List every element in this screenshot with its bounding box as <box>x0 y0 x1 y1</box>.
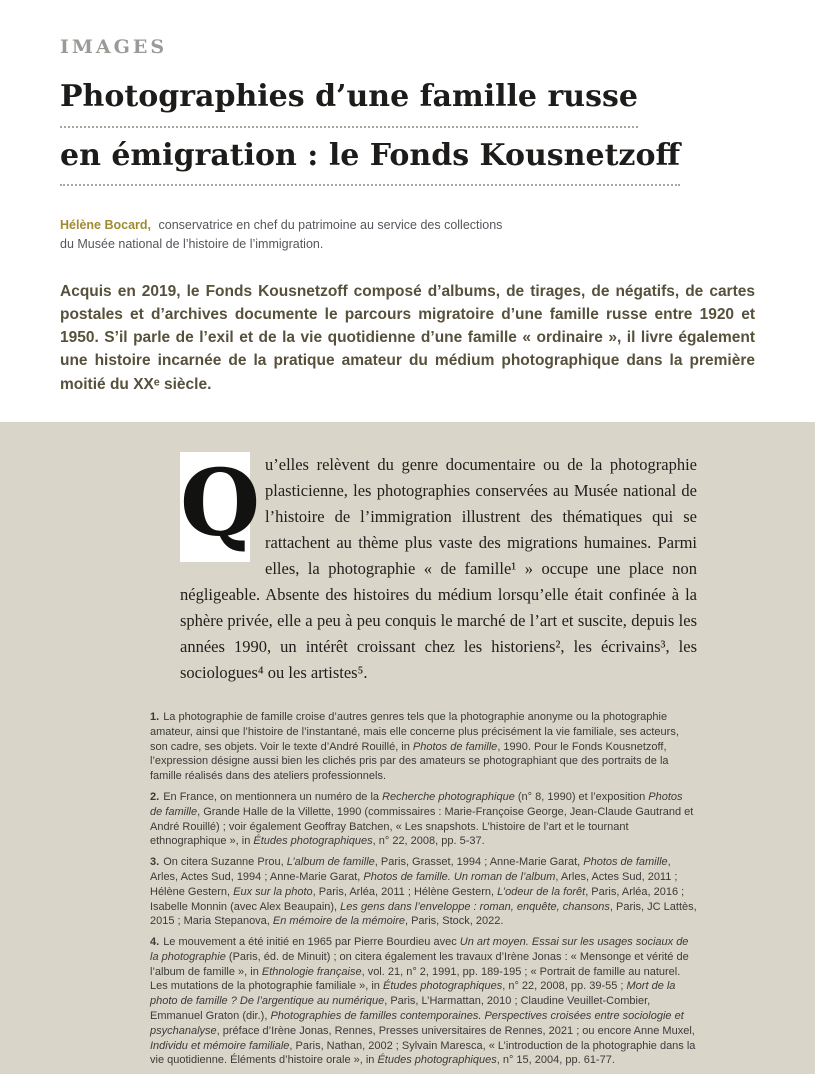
lead-paragraph: Acquis en 2019, le Fonds Kousnetzoff composé d’albums, de tirages, de négatifs, de cartes postales et d’archives documente le parcours migratoire d’une famille russe entre 1920 et 1950. S’il parle de l’exil et de la vie quotidienne d’une famille « ordinaire », il livre également une histoire incarnée de la pratique amateur du médium photographique dans la première moitié du XXᵉ siècle. <box>60 282 755 393</box>
title-line-1: Photographies d’une famille russe <box>60 80 638 128</box>
section-kicker: IMAGES <box>60 36 168 58</box>
opening-paragraph-text: u’elles relèvent du genre documentaire ou de la photographie plasticienne, les photographies conservées au Musée national de l’histoire de l’immigration illustrent des thématiques qui se rattachent au thème plus vaste des migrations humaines. Parmi elles, la photographie « de famille¹ » occupe une place non négligeable. Absente des histoires du médium lorsqu’elle était confinée à la sphère privée, elle a peu à peu conquis le marché de l’art et suscite, depuis les années 1990, un intérêt croissant chez les historiens², les écrivains³, les sociologues⁴ ou les artistes⁵. <box>180 454 697 682</box>
author-block <box>60 216 755 254</box>
dropcap-box <box>180 448 261 580</box>
title-line-2: en émigration : le Fonds Kousnetzoff <box>60 139 680 187</box>
footnote-2-number: 2. <box>150 790 160 803</box>
footnotes <box>150 710 697 1068</box>
footnote-2 <box>150 790 697 849</box>
author-role-line1: conservatrice en chef du patrimoine au service des collections <box>158 218 503 233</box>
article-body-section <box>0 422 815 1074</box>
footnote-1-text: La photographie de famille croise d’autres genres tels que la photographie anonyme ou la photographie amateur, ainsi que l’histoire de l’instantané, mais elle concerne plus précisément la vie familiale, ses acteurs, son cadre, ses objets. Voir le texte d’André Rouillé, in Photos de famille, 1990. Pour le Fonds Kousnetzoff, l’expression désigne aussi bien les clichés pris par des amateurs se photographiant que des portraits de la famille réalisés dans des ateliers professionnels. <box>150 710 679 783</box>
article-title <box>60 80 755 186</box>
footnote-3 <box>150 855 697 929</box>
dropcap-letter: Q <box>180 452 250 562</box>
article-header <box>0 0 815 422</box>
footnote-4-number: 4. <box>150 936 160 949</box>
author-role-line2: du Musée national de l’histoire de l’immigration. <box>60 236 324 251</box>
author-name: Hélène Bocard, <box>60 218 152 233</box>
footnote-1-number: 1. <box>150 710 160 723</box>
footnote-2-text: En France, on mentionnera un numéro de la Recherche photographique (n° 8, 1990) et l’exposition Photos de famille, Grande Halle de la Villette, 1990 (commissaires : Marie-Françoise George, Jean-Claude Gautrand et André Rouillé) ; voir également Geoffray Batchen, « Les snapshots. L’histoire de l’art et le tournant ethnographique », in Études photographiques, n° 22, 2008, pp. 5-37. <box>150 790 694 848</box>
footnote-3-text: On citera Suzanne Prou, L’album de famille, Paris, Grasset, 1994 ; Anne-Marie Garat, Photos de famille, Arles, Actes Sud, 1994 ; Anne-Marie Garat, Photos de famille. Un roman de l’album, Arles, Actes Sud, 2011 ; Hélène Gestern, Eux sur la photo, Paris, Arléa, 2011 ; Hélène Gestern, L’odeur de la forêt, Paris, Arléa, 2016 ; Isabelle Monnin (avec Alex Beaupain), Les gens dans l’enveloppe : roman, enquête, chansons, Paris, JC Lattès, 2015 ; Maria Stepanova, En mémoire de la mémoire, Paris, Stock, 2022. <box>150 856 697 928</box>
footnote-4-text: Le mouvement a été initié en 1965 par Pierre Bourdieu avec Un art moyen. Essai sur les usages sociaux de la photographie (Paris, éd. de Minuit) ; on citera également les travaux d’Irène Jonas : « Mensonge et vérité de l’album de famille », in Ethnologie française, vol. 21, n° 2, 1991, pp. 189-195 ; « Portrait de famille au naturel. Les mutations de la photographie familiale », in Études photographiques, n° 22, 2008, pp. 39-55 ; Mort de la photo de famille ? De l’argentique au numérique, Paris, L’Harmattan, 2010 ; Claudine Veuillet-Combier, Emmanuel Graton (dir.), Photographies de familles contemporaines. Perspectives croisées entre sociologie et psychanalyse, préface d’Irène Jonas, Rennes, Presses universitaires de Rennes, 2021 ; ou encore Anne Muxel, Individu et mémoire familiale, Paris, Nathan, 2002 ; Sylvain Maresca, « L’introduction de la photographie dans la vie quotidienne. Éléments d’histoire orale », in Études photographiques, n° 15, 2004, pp. 61-77. <box>150 936 696 1067</box>
footnote-3-number: 3. <box>150 856 160 869</box>
footnote-4 <box>150 935 697 1068</box>
opening-paragraph <box>180 448 697 686</box>
footnote-1 <box>150 710 697 784</box>
